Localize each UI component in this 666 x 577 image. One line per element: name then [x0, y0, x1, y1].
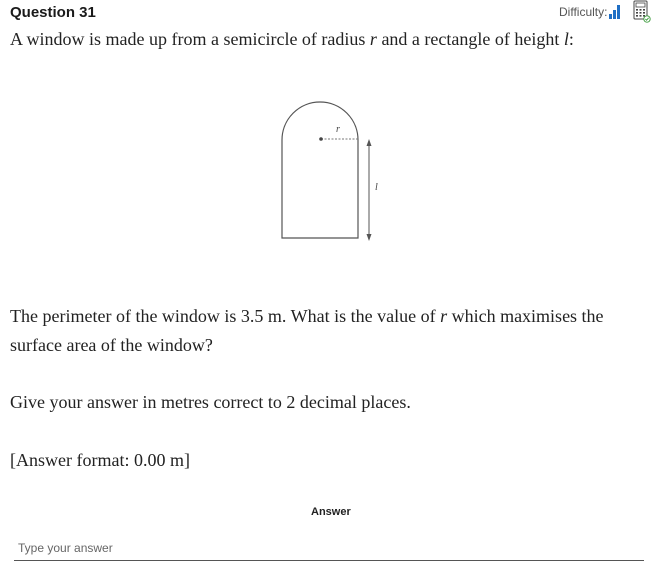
difficulty-bars-icon: [609, 5, 621, 19]
answer-format-hint: [Answer format: 0.00 m]: [10, 450, 190, 470]
difficulty-bar: [609, 14, 612, 19]
variable-l: l: [563, 29, 569, 49]
window-outline: [282, 102, 358, 238]
question-body: The perimeter of the window is 3.5 m. What is the value of r which maximises the surface area of the window?: [10, 306, 604, 355]
difficulty-label: Difficulty:: [559, 5, 608, 19]
question-intro: A window is made up from a semicircle of radius r and a rectangle of height l:: [10, 29, 574, 49]
window-diagram: [270, 96, 390, 246]
answer-label: Answer: [311, 506, 351, 518]
arrow-head-top: [367, 139, 372, 146]
arrow-head-bottom: [367, 234, 372, 241]
instruction-text: Give your answer in metres correct to 2 decimal places.: [10, 392, 411, 412]
variable-r: r: [369, 29, 377, 49]
difficulty-indicator: [559, 5, 621, 19]
difficulty-bar: [613, 10, 616, 19]
radius-label: r: [336, 124, 340, 135]
calculator-icon[interactable]: [632, 0, 652, 24]
answer-input[interactable]: [14, 535, 644, 561]
variable-r: r: [440, 306, 448, 326]
height-label: l: [375, 182, 378, 193]
center-point: [319, 137, 323, 141]
difficulty-bar: [617, 5, 620, 19]
question-title: Question 31: [10, 4, 96, 21]
